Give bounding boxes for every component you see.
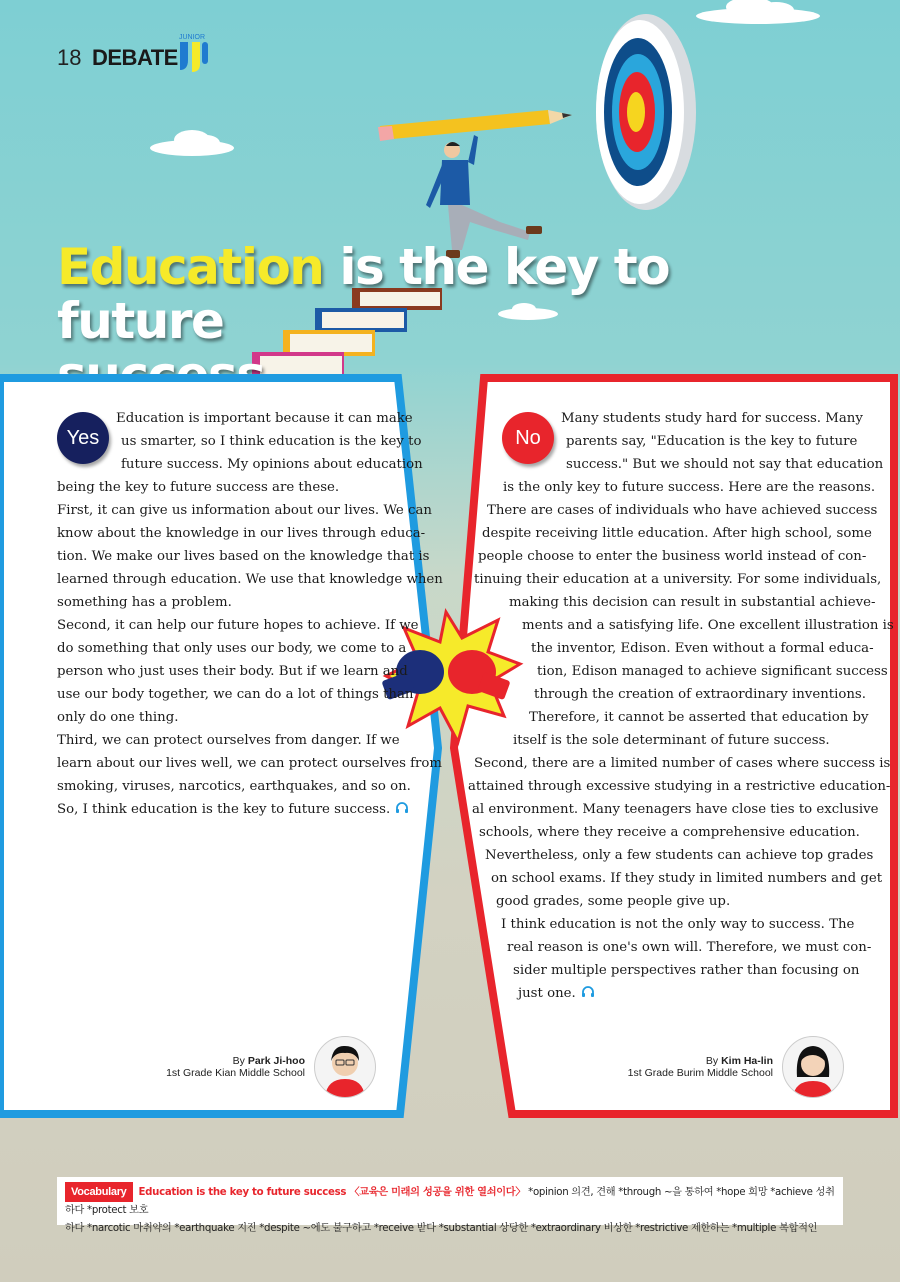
yes-byline	[150, 1055, 305, 1079]
yes-text-line: First, it can give us information about our lives. We can	[57, 503, 432, 518]
vocabulary-line1: *opinion 의견, 견해 *through ~을 통하여 *hope 희망 *achieve 성취하다 *protect 보호	[65, 1187, 835, 1216]
yes-text-line: use our body together, we can do a lot of things than	[57, 687, 414, 702]
headphones-icon[interactable]	[576, 986, 595, 1001]
no-badge: No	[502, 412, 554, 464]
no-text-line: I think education is not the only way to success. The	[501, 917, 855, 932]
vocabulary-headline: Education is the key to future success 〈교육은 미래의 성공을 위한 열쇠이다〉	[138, 1187, 526, 1198]
yes-text-line: do something that only uses our body, we come to a	[57, 641, 407, 656]
yes-text-line: So, I think education is the key to future success.	[57, 798, 409, 821]
no-text-line: just one.	[518, 982, 595, 1005]
yes-author-prefix: By	[232, 1055, 245, 1067]
yes-text-line: tion. We make our lives based on the knowledge that is	[57, 549, 430, 564]
yes-text-line: learn about our lives well, we can protect ourselves from	[57, 756, 443, 771]
section-title: DEBATE	[92, 45, 178, 70]
no-author-prefix: By	[705, 1055, 719, 1067]
no-text-line: Second, there are a limited number of cases where success is	[474, 756, 891, 771]
vocabulary-line2: 하다 *narcotic 마취약의 *earthquake 지진 *despite ~에도 불구하고 *receive 받다 *substantial 상당한 *extraordinary 비상한 *restrictive 제한하는 *multiple 복합적인	[65, 1223, 818, 1234]
yes-text-line: being the key to future success are these.	[57, 480, 340, 495]
no-text-line: Nevertheless, only a few students can achieve top grades	[485, 848, 874, 863]
no-text-line: Many students study hard for success. Many	[561, 411, 863, 426]
vocabulary-tag: Vocabulary	[65, 1182, 133, 1202]
yes-text-line: Second, it can help our future hopes to achieve. If we	[57, 618, 419, 633]
no-author-school: 1st Grade Burim Middle School	[627, 1067, 773, 1079]
no-author-avatar	[782, 1036, 844, 1098]
no-text-line: ments and a satisfying life. One excellent illustration is	[522, 618, 894, 633]
yes-badge: Yes	[57, 412, 109, 464]
no-text-line: through the creation of extraordinary inventions.	[534, 687, 866, 702]
no-text-line: itself is the sole determinant of future success.	[513, 733, 830, 748]
no-author-name: Kim Ha-lin	[721, 1055, 773, 1067]
no-text-line: parents say, "Education is the key to future	[566, 434, 858, 449]
no-text-line: people choose to enter the business world instead of con-	[478, 549, 867, 564]
no-text-line: on school exams. If they study in limited numbers and get	[491, 871, 883, 886]
vocabulary-box	[57, 1177, 843, 1234]
yes-text-line: future success. My opinions about education	[121, 457, 423, 472]
no-text-line: is the only key to future success. Here are the reasons.	[503, 480, 876, 495]
yes-text-line: us smarter, so I think education is the key to	[121, 434, 422, 449]
yes-author-school: 1st Grade Kian Middle School	[166, 1067, 305, 1079]
page-number: 18	[57, 45, 82, 70]
no-text-line: sider multiple perspectives rather than focusing on	[513, 963, 860, 978]
no-text-line: al environment. Many teenagers have close ties to exclusive	[472, 802, 879, 817]
no-text-line: good grades, some people give up.	[496, 894, 731, 909]
no-text-line: success." But we should not say that education	[566, 457, 884, 472]
target-icon	[596, 14, 696, 210]
no-text-line: the inventor, Edison. Even without a formal educa-	[531, 641, 874, 656]
yes-text-line: Third, we can protect ourselves from danger. If we	[57, 733, 400, 748]
no-text-line: tinuing their education at a university. For some individuals,	[474, 572, 882, 587]
logo-text: JUNIOR	[178, 34, 206, 41]
no-byline	[610, 1055, 773, 1079]
title-highlight: Education	[57, 238, 324, 296]
no-text-line: making this decision can result in substantial achieve-	[509, 595, 876, 610]
yes-text-line: person who just uses their body. But if we learn and	[57, 664, 408, 679]
no-text-line: attained through excessive studying in a restrictive education-	[468, 779, 891, 794]
no-text-line: tion, Edison managed to achieve significant success	[537, 664, 888, 679]
yes-text-line: learned through education. We use that knowledge when	[57, 572, 443, 587]
no-text-line: real reason is one's own will. Therefore, we must con-	[507, 940, 872, 955]
yes-author-name: Park Ji-hoo	[247, 1055, 305, 1067]
headphones-icon[interactable]	[390, 802, 409, 817]
no-text-line: schools, where they receive a comprehensive education.	[479, 825, 860, 840]
yes-text-line: only do one thing.	[57, 710, 179, 725]
no-text-line: There are cases of individuals who have achieved success	[487, 503, 878, 518]
no-text-line: despite receiving little education. After high school, some	[482, 526, 872, 541]
yes-text-line: Education is important because it can make	[116, 411, 413, 426]
yes-text-line: something has a problem.	[57, 595, 232, 610]
yes-text-line: smoking, viruses, narcotics, earthquakes, and so on.	[57, 779, 411, 794]
no-text-line: Therefore, it cannot be asserted that education by	[529, 710, 869, 725]
yes-text-line: know about the knowledge in our lives through educa-	[57, 526, 426, 541]
title-rest: is the key to future	[57, 238, 670, 350]
yes-author-avatar	[314, 1036, 376, 1098]
